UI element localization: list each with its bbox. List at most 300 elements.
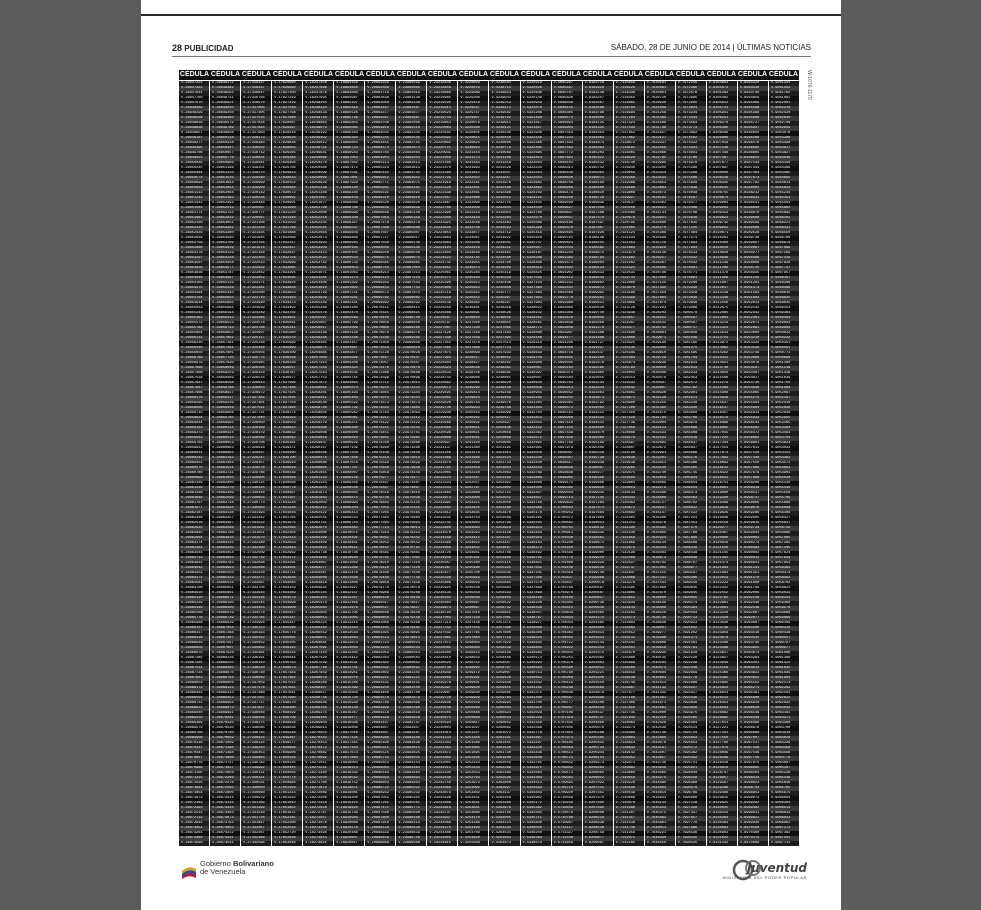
table-cell: V-18909862 (334, 526, 364, 531)
table-cell: V-27337927 (241, 706, 271, 711)
table-cell: V-18267420 (303, 656, 333, 661)
table-cell: V-24233202 (427, 506, 457, 511)
table-cell: V-27333916 (241, 591, 271, 596)
table-cell: V-5341042 (521, 681, 551, 686)
table-cell: V-26867807 (210, 646, 240, 651)
table-cell: V-27341847 (241, 821, 271, 826)
table-cell: V-7977364 (676, 231, 706, 236)
table-cell: V-5709591 (552, 781, 582, 786)
table-cell: V-4254828 (458, 836, 488, 841)
table-cell: V-4244041 (489, 241, 519, 246)
table-cell: V-6183586 (583, 106, 613, 111)
table-cell: V-23982628 (396, 716, 426, 721)
table-cell: V-6198342 (583, 531, 613, 536)
table-cell: V-7633411 (645, 461, 675, 466)
table-cell: V-26850364 (179, 171, 209, 176)
table-cell: V-9064897 (769, 761, 799, 766)
table-cell: V-17630152 (272, 181, 302, 186)
table-cell: V-7986583 (676, 496, 706, 501)
table-cell: V-4249249 (489, 391, 519, 396)
table-cell: V-7136748 (614, 681, 644, 686)
table-cell: V-8130154 (707, 811, 737, 816)
table-cell: V-4261940 (489, 756, 519, 761)
table-cell: V-18910940 (334, 556, 364, 561)
table-cell: V-5325957 (521, 246, 551, 251)
table-cell: V-6206483 (583, 766, 613, 771)
table-cell: V-26868711 (179, 701, 209, 706)
table-cell: V-18911479 (334, 571, 364, 576)
table-cell: V-9055769 (769, 496, 799, 501)
table-cell: V-9063490 (769, 721, 799, 726)
table-cell: V-8970479 (738, 836, 768, 841)
table-cell: V-7628532 (645, 321, 675, 326)
table-cell: V-26857720 (210, 356, 240, 361)
table-cell: V-18904535 (334, 371, 364, 376)
table-cell: V-26860780 (179, 471, 209, 476)
table-cell: V-9062503 (769, 691, 799, 696)
table-cell: V-5327903 (521, 301, 551, 306)
table-cell: V-5700582 (552, 521, 582, 526)
table-cell: V-6185742 (583, 166, 613, 171)
table-cell: V-4240821 (458, 431, 488, 436)
table-cell: V-26865532 (210, 581, 240, 586)
table-cell: V-26866975 (179, 651, 209, 656)
table-cell: V-5710249 (552, 801, 582, 806)
table-cell: V-8107467 (707, 156, 737, 161)
table-cell: V-18268946 (303, 701, 333, 706)
table-cell: V-5698636 (552, 466, 582, 471)
table-cell: V-5343226 (521, 746, 551, 751)
table-cell: V-18895736 (334, 116, 364, 121)
table-cell: V-7982782 (676, 386, 706, 391)
table-cell: V-8126024 (707, 691, 737, 696)
table-cell: V-17637635 (272, 396, 302, 401)
table-cell: V-7624402 (645, 201, 675, 206)
table-cell: V-26860114 (210, 426, 240, 431)
table-cell: V-7121124 (614, 231, 644, 236)
table-cell: V-18270892 (303, 756, 333, 761)
table-cell: V-5692560 (552, 291, 582, 296)
table-cell: V-27323052 (241, 276, 271, 281)
table-cell: V-8113543 (707, 331, 737, 336)
table-cell: V-9055230 (769, 481, 799, 486)
table-cell: V-6187926 (583, 231, 613, 236)
table-cell: V-18909414 (334, 511, 364, 516)
table-cell: V-7972576 (676, 91, 706, 96)
table-cell: V-27336730 (241, 671, 271, 676)
table-cell: V-20885196 (365, 741, 395, 746)
table-cell: V-4253260 (489, 506, 519, 511)
table-cell: V-7996250 (676, 776, 706, 781)
table-cell: V-7634279 (645, 486, 675, 491)
table-cell: V-27329576 (241, 466, 271, 471)
table-cell: V-4230405 (458, 131, 488, 136)
table-cell: V-23985232 (396, 791, 426, 796)
table-cell: V-5323234 (521, 166, 551, 171)
table-cell: V-5692112 (552, 276, 582, 281)
table-cell: V-24218866 (427, 91, 457, 96)
table-cell: V-18903457 (334, 341, 364, 346)
table-cell: V-26869040 (179, 711, 209, 716)
table-cell: V-20870979 (365, 331, 395, 336)
table-cell: V-20864903 (365, 156, 395, 161)
table-cell: V-4247723 (489, 346, 519, 351)
table-cell: V-8956801 (738, 441, 768, 446)
table-cell: V-7625060 (645, 221, 675, 226)
table-cell: V-17632756 (272, 256, 302, 261)
table-cell: V-20869453 (365, 286, 395, 291)
table-cell: V-24230388 (427, 426, 457, 431)
table-cell: V-26870740 (210, 731, 240, 736)
table-cell: V-7137735 (614, 711, 644, 716)
table-cell: V-18261015 (303, 471, 333, 476)
table-cell: V-26869369 (179, 721, 209, 726)
table-cell: V-27333048 (241, 566, 271, 571)
table-column (521, 81, 552, 850)
table-cell: V-8948541 (738, 201, 768, 206)
table-cell: V-18255268 (303, 306, 333, 311)
table-cell: V-7992659 (676, 671, 706, 676)
date-line: SÁBADO, 28 DE JUNIO DE 2014 | ÚLTIMAS NOTICIAS (610, 43, 811, 52)
table-cell: V-20888668 (365, 841, 395, 846)
table-cell: V-27317305 (241, 111, 271, 116)
table-cell: V-18896604 (334, 141, 364, 146)
table-cell: V-26861767 (179, 501, 209, 506)
table-cell: V-26856979 (179, 361, 209, 366)
table-cell: V-5322366 (521, 141, 551, 146)
table-cell: V-7989635 (676, 586, 706, 591)
table-cell: V-18908875 (334, 496, 364, 501)
table-cell: V-17639910 (272, 461, 302, 466)
table-cell: V-5696032 (552, 391, 582, 396)
table-cell: V-4254457 (489, 541, 519, 546)
table-cell: V-4257390 (489, 626, 519, 631)
table-cell: V-8121684 (707, 566, 737, 571)
table-cell: V-7128397 (614, 441, 644, 446)
table-cell: V-8130483 (707, 821, 737, 826)
table-cell: V-4260323 (489, 711, 519, 716)
table-cell: V-27326853 (241, 386, 271, 391)
table-cell: V-8106480 (707, 126, 737, 131)
table-cell: V-27317095 (241, 106, 271, 111)
table-cell: V-9067711 (769, 841, 799, 846)
table-cell: V-6189872 (583, 286, 613, 291)
table-cell: V-24228533 (427, 371, 457, 376)
table-cell: V-24237332 (427, 626, 457, 631)
table-cell: V-20886064 (365, 766, 395, 771)
table-cell: V-5329429 (521, 346, 551, 351)
table-column (179, 81, 210, 850)
table-cell: V-26850903 (179, 186, 209, 191)
table-cell: V-5704173 (552, 626, 582, 631)
table-cell: V-26847970 (179, 101, 209, 106)
table-cell: V-7133276 (614, 581, 644, 586)
table-cell: V-6192595 (583, 366, 613, 371)
table-cell: V-27325236 (241, 341, 271, 346)
table-cell: V-27317844 (241, 126, 271, 131)
table-cell: V-6190530 (583, 306, 613, 311)
table-cell: V-18906390 (334, 426, 364, 431)
table-cell: V-8118751 (707, 481, 737, 486)
table-cell: V-7136538 (614, 676, 644, 681)
table-cell: V-7640145 (645, 656, 675, 661)
table-cell: V-8967756 (738, 756, 768, 761)
table-cell: V-9063161 (769, 711, 799, 716)
table-cell: V-23981102 (396, 671, 426, 676)
table-cell: V-7639277 (645, 631, 675, 636)
table-cell: V-26868465 (210, 666, 240, 671)
table-cell: V-23965688 (396, 226, 426, 231)
table-cell: V-18271011 (303, 761, 333, 766)
table-cell: V-8124946 (707, 661, 737, 666)
table-cell: V-17650116 (272, 756, 302, 761)
table-cell: V-26848957 (179, 131, 209, 136)
table-cell: V-17640897 (272, 491, 302, 496)
table-cell: V-7126871 (614, 396, 644, 401)
table-cell: V-4248052 (489, 356, 519, 361)
table-cell: V-26873673 (210, 816, 240, 821)
table-cell: V-6186190 (583, 181, 613, 186)
table-cell: V-8107887 (707, 166, 737, 171)
table-cell: V-8115489 (707, 386, 737, 391)
table-cell: V-27335442 (241, 636, 271, 641)
table-cell: V-18253742 (303, 261, 333, 266)
table-cell: V-4237559 (458, 336, 488, 341)
table-cell: V-8955933 (738, 416, 768, 421)
table-cell: V-26852758 (179, 241, 209, 246)
table-cell: V-26855655 (210, 296, 240, 301)
table-cell: V-17628836 (272, 141, 302, 146)
table-cell: V-26861438 (179, 491, 209, 496)
table-cell: V-24239068 (427, 676, 457, 681)
table-cell: V-8122762 (707, 596, 737, 601)
table-cell: V-20880646 (365, 611, 395, 616)
table-cell: V-20887051 (365, 796, 395, 801)
table-cell: V-5340503 (521, 666, 551, 671)
table-cell: V-26871608 (210, 756, 240, 761)
table-cell: V-23974487 (396, 481, 426, 486)
table-cell: V-5343107 (521, 741, 551, 746)
table-cell: V-9044485 (769, 171, 799, 176)
table-cell: V-27341189 (241, 801, 271, 806)
table-cell: V-6196277 (583, 471, 613, 476)
column-header: CÉDULA (551, 71, 582, 78)
table-cell: V-7982033 (676, 366, 706, 371)
table-cell: V-26866939 (210, 621, 240, 626)
table-cell: V-17631559 (272, 221, 302, 226)
table-cell: V-4246358 (458, 591, 488, 596)
table-cell: V-26856111 (179, 336, 209, 341)
table-cell: V-20868704 (365, 266, 395, 271)
table-cell: V-7139800 (614, 771, 644, 776)
table-cell: V-5325418 (521, 231, 551, 236)
table-cell: V-26870237 (179, 746, 209, 751)
table-cell: V-6206602 (583, 771, 613, 776)
table-cell: V-9060438 (769, 631, 799, 636)
table-cell: V-5328022 (521, 306, 551, 311)
table-cell: V-8115937 (707, 401, 737, 406)
table-cell: V-26854458 (210, 261, 240, 266)
table-cell: V-8128747 (707, 771, 737, 776)
table-cell: V-23977959 (396, 581, 426, 586)
table-cell: V-24222128 (427, 186, 457, 191)
table-cell: V-8110400 (707, 241, 737, 246)
table-cell: V-24224193 (427, 246, 457, 251)
table-cell: V-24244486 (427, 831, 457, 836)
table-cell: V-6188136 (583, 236, 613, 241)
table-cell: V-17648170 (272, 701, 302, 706)
table-cell: V-18919200 (334, 796, 364, 801)
table-cell: V-6199329 (583, 561, 613, 566)
table-cell: V-7625389 (645, 231, 675, 236)
table-cell: V-7635147 (645, 511, 675, 516)
table-cell: V-8957879 (738, 471, 768, 476)
table-cell: V-26850328 (210, 141, 240, 146)
table-cell: V-23961348 (396, 101, 426, 106)
table-cell: V-5337031 (521, 566, 551, 571)
table-cell: V-7121005 (614, 226, 644, 231)
table-cell: V-18902589 (334, 316, 364, 321)
table-cell: V-18895316 (334, 106, 364, 111)
table-cell: V-4240660 (489, 141, 519, 146)
table-cell: V-5699714 (552, 496, 582, 501)
table-cell: V-18250480 (303, 166, 333, 171)
table-cell: V-26866519 (210, 611, 240, 616)
column-header: CÉDULA (303, 71, 334, 78)
table-cell: V-4245119 (489, 271, 519, 276)
table-cell: V-7643736 (645, 761, 675, 766)
table-cell: V-7991042 (676, 626, 706, 631)
table-cell: V-5709381 (552, 776, 582, 781)
table-cell: V-20872386 (365, 371, 395, 376)
table-cell: V-7637002 (645, 566, 675, 571)
table-cell: V-8967336 (738, 746, 768, 751)
table-cell: V-8111688 (707, 276, 737, 281)
table-cell: V-18272747 (303, 811, 333, 816)
table-cell: V-5704383 (552, 631, 582, 636)
table-cell: V-24230598 (427, 431, 457, 436)
table-cell: V-20871847 (365, 356, 395, 361)
table-cell: V-17634373 (272, 301, 302, 306)
table-cell: V-18258082 (303, 386, 333, 391)
table-cell: V-4259994 (489, 701, 519, 706)
table-cell: V-17645566 (272, 626, 302, 631)
table-cell: V-7624521 (645, 206, 675, 211)
table-cell: V-23977749 (396, 576, 426, 581)
table-cell: V-7125345 (614, 351, 644, 356)
table-cell: V-20882592 (365, 666, 395, 671)
table-cell: V-5337360 (521, 576, 551, 581)
table-cell: V-7622456 (645, 146, 675, 151)
table-cell: V-27338795 (241, 731, 271, 736)
table-cell: V-4264873 (489, 841, 519, 846)
table-cell: V-6193673 (583, 396, 613, 401)
table-cell: V-7137077 (614, 691, 644, 696)
table-cell: V-24241672 (427, 751, 457, 756)
table-cell: V-7138274 (614, 726, 644, 731)
table-cell: V-20877384 (365, 516, 395, 521)
table-cell: V-26855865 (210, 301, 240, 306)
table-cell: V-20862838 (365, 96, 395, 101)
table-cell: V-8116805 (707, 426, 737, 431)
table-cell: V-8968414 (738, 776, 768, 781)
table-cell: V-6197264 (583, 501, 613, 506)
table-cell: V-4242515 (489, 196, 519, 201)
table-cell: V-23963203 (396, 156, 426, 161)
table-cell: V-20865442 (365, 171, 395, 176)
table-cell: V-23983167 (396, 731, 426, 736)
table-cell: V-26849579 (210, 121, 240, 126)
table-cell: V-5334637 (521, 496, 551, 501)
table-cell: V-23961019 (396, 91, 426, 96)
table-cell: V-20882053 (365, 651, 395, 656)
table-cell: V-4248920 (489, 381, 519, 386)
table-cell: V-4252434 (458, 766, 488, 771)
table-cell: V-8128299 (707, 756, 737, 761)
table-cell: V-9052416 (769, 401, 799, 406)
table-cell: V-24227665 (427, 346, 457, 351)
table-cell: V-4241976 (489, 181, 519, 186)
table-cell: V-8125366 (707, 671, 737, 676)
table-cell: V-23965359 (396, 216, 426, 221)
table-cell: V-9047747 (769, 266, 799, 271)
table-cell: V-7979310 (676, 286, 706, 291)
table-cell: V-8960602 (738, 551, 768, 556)
table-cell: V-20878581 (365, 551, 395, 556)
table-cell: V-7976916 (676, 216, 706, 221)
table-cell: V-23964281 (396, 186, 426, 191)
table-cell: V-18913215 (334, 621, 364, 626)
table-cell: V-27334784 (241, 616, 271, 621)
table-cell: V-26849460 (210, 116, 240, 121)
table-cell: V-6188675 (583, 251, 613, 256)
table-cell: V-7986912 (676, 506, 706, 511)
table-cell: V-6204208 (583, 701, 613, 706)
table-cell: V-7988438 (676, 551, 706, 556)
table-cell: V-7126213 (614, 376, 644, 381)
table-cell: V-7972156 (676, 81, 706, 86)
table-cell: V-18896394 (334, 136, 364, 141)
table-cell: V-7140339 (614, 786, 644, 791)
table-cell: V-7131001 (614, 516, 644, 521)
table-cell: V-27328918 (241, 446, 271, 451)
table-cell: V-27321106 (241, 221, 271, 226)
table-cell: V-7974102 (676, 136, 706, 141)
table-cell: V-26865568 (179, 611, 209, 616)
table-cell: V-4247555 (458, 626, 488, 631)
table-cell: V-20885315 (365, 746, 395, 751)
table-cell: V-23973080 (396, 441, 426, 446)
table-cell: V-18257872 (303, 381, 333, 386)
table-cell: V-24235925 (427, 586, 457, 591)
table-cell: V-23963742 (396, 171, 426, 176)
table-cell: V-17651432 (272, 796, 302, 801)
table-cell: V-24226587 (427, 316, 457, 321)
table-cell: V-6205944 (583, 751, 613, 756)
table-cell: V-24235596 (427, 576, 457, 581)
table-cell: V-7994514 (676, 726, 706, 731)
table-cell: V-7620391 (645, 86, 675, 91)
table-cell: V-26873380 (179, 836, 209, 841)
table-cell: V-5323353 (521, 171, 551, 176)
table-cell: V-18902141 (334, 301, 364, 306)
table-cell: V-8111268 (707, 266, 737, 271)
table-cell: V-8946476 (738, 141, 768, 146)
table-cell: V-7620930 (645, 101, 675, 106)
table-cell: V-9066633 (769, 811, 799, 816)
table-cell: V-8126353 (707, 701, 737, 706)
table-cell: V-20876397 (365, 486, 395, 491)
